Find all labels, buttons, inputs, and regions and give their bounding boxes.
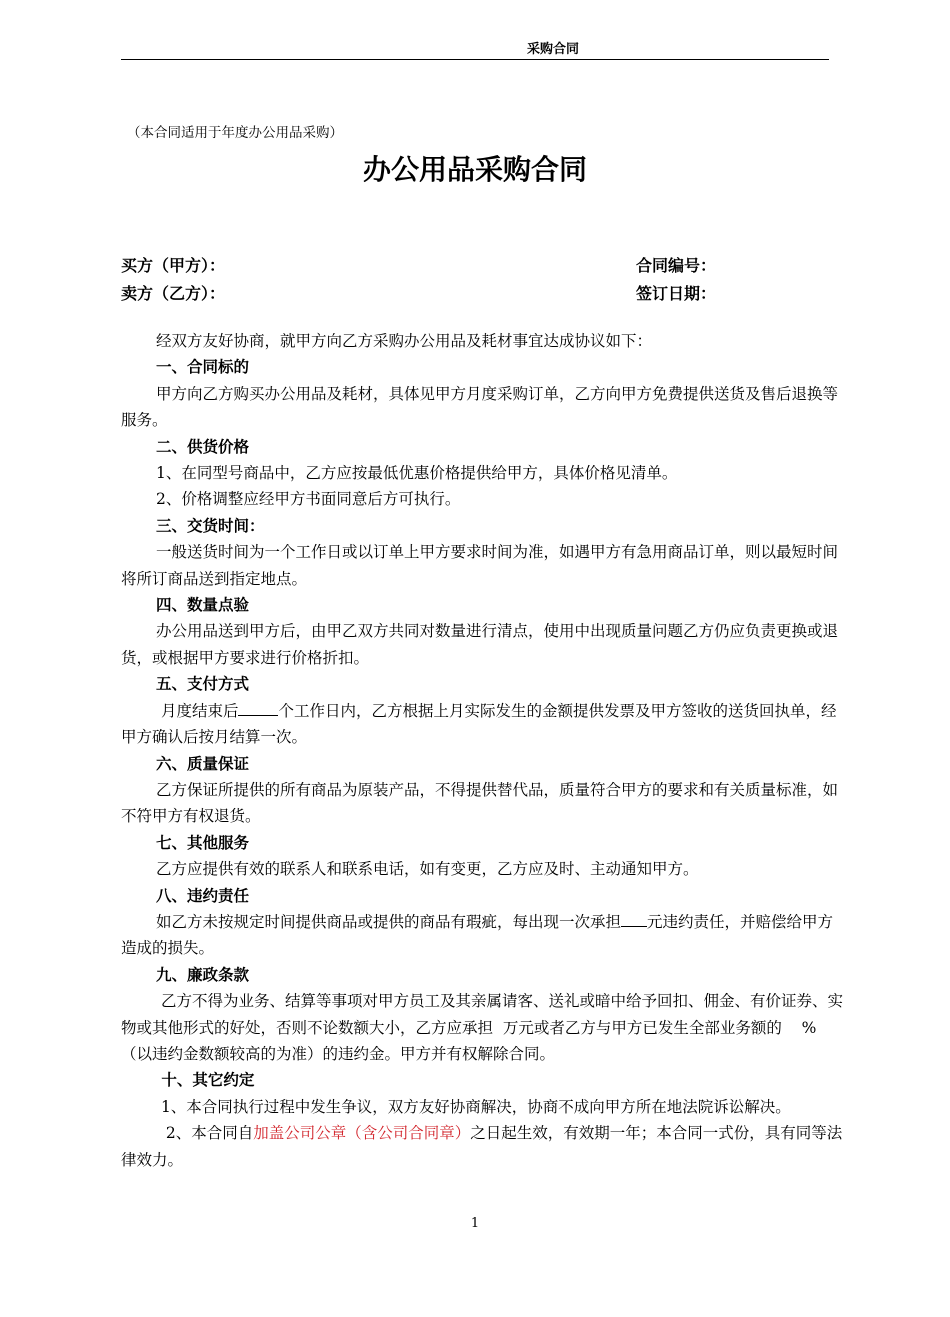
section-2-item-2: 2、价格调整应经甲方书面同意后方可执行。 <box>156 490 461 509</box>
section-heading-5: 五、支付方式 <box>156 674 250 694</box>
document-title: 办公用品采购合同 <box>362 153 587 186</box>
section-4-text: 办公用品送到甲方后，由甲乙双方共同对数量进行清点，使用中出现质量问题乙方仍应负责更换或退货，或根据甲方要求进行价格折扣。 <box>121 622 839 667</box>
section-2-item-1: 1、在同型号商品中，乙方应按最低优惠价格提供给甲方，具体价格见清单。 <box>156 464 678 483</box>
section-heading-6: 六、质量保证 <box>156 753 250 773</box>
section-10-item-2-a: 2、本合同自 <box>156 1124 254 1143</box>
section-10-item-2 <box>121 1120 846 1173</box>
section-3-text: 一般送货时间为一个工作日或以订单上甲方要求时间为准，如遇甲方有急用商品订单，则以最短时间将所订商品送到指定地点。 <box>121 543 839 588</box>
company-seal-text: 加盖公司公章（含公司合同章） <box>253 1124 471 1143</box>
section-heading-3: 三、交货时间： <box>156 515 265 535</box>
section-heading-10: 十、其它约定 <box>156 1070 255 1090</box>
scope-note: （本合同适用于年度办公用品采购） <box>127 125 343 141</box>
section-heading-9: 九、廉政条款 <box>156 964 250 984</box>
section-5-text <box>121 698 846 751</box>
payment-days-blank <box>238 701 278 716</box>
penalty-amount-blank <box>621 912 647 927</box>
section-heading-4: 四、数量点验 <box>156 595 250 615</box>
contract-number-label: 合同编号： <box>636 256 717 275</box>
section-9-text: 乙方不得为业务、结算等事项对甲方员工及其亲属请客、送礼或暗中给予回扣、佣金、有价证券、实物或其他形式的好处，否则不论数额大小，乙方应承担 万元或者乙方与甲方已发生全部业务额的 %（以违约金数额较高的为准）的违约金。甲方并有权解除合同。 <box>121 992 843 1063</box>
contract-body <box>121 328 846 1173</box>
section-8-text <box>121 909 846 962</box>
header-divider <box>121 59 829 60</box>
seller-label: 卖方（乙方）： <box>121 284 226 303</box>
section-10-item-1: 1、本合同执行过程中发生争议，双方友好协商解决，协商不成向甲方所在地法院诉讼解决。 <box>156 1097 791 1116</box>
section-heading-1: 一、合同标的 <box>156 357 250 377</box>
intro-paragraph: 经双方友好协商，就甲方向乙方采购办公用品及耗材事宜达成协议如下： <box>156 332 653 350</box>
section-1-text: 甲方向乙方购买办公用品及耗材，具体见甲方月度采购订单，乙方向甲方免费提供送货及售后退换等服务。 <box>121 384 839 430</box>
section-8-text-a: 如乙方未按规定时间提供商品或提供的商品有瑕疵，每出现一次承担 <box>156 912 622 931</box>
section-5-text-a: 月度结束后 <box>156 701 239 720</box>
section-8-text-b: 元违约责任，并赔偿给甲方造成的损失。 <box>121 912 834 958</box>
section-6-text: 乙方保证所提供的所有商品为原装产品，不得提供替代品，质量符合甲方的要求和有关质量标准，如不符甲方有权退货。 <box>121 780 839 826</box>
section-heading-7: 七、其他服务 <box>156 832 250 852</box>
page-number: 1 <box>470 1216 480 1231</box>
section-7-text: 乙方应提供有效的联系人和联系电话，如有变更，乙方应及时、主动通知甲方。 <box>156 860 699 879</box>
section-heading-8: 八、违约责任 <box>156 885 250 905</box>
running-header-title: 采购合同 <box>527 42 580 57</box>
section-heading-2: 二、供货价格 <box>156 436 250 456</box>
section-5-text-b: 个工作日内，乙方根据上月实际发生的金额提供发票及甲方签收的送货回执单，经甲方确认后按月结算一次。 <box>121 701 837 747</box>
buyer-label: 买方（甲方）： <box>121 256 226 275</box>
sign-date-label: 签订日期： <box>636 284 717 303</box>
section-10-item-2-b: 之日起生效，有效期一年；本合同一式份，具有同等法律效力。 <box>121 1124 843 1169</box>
